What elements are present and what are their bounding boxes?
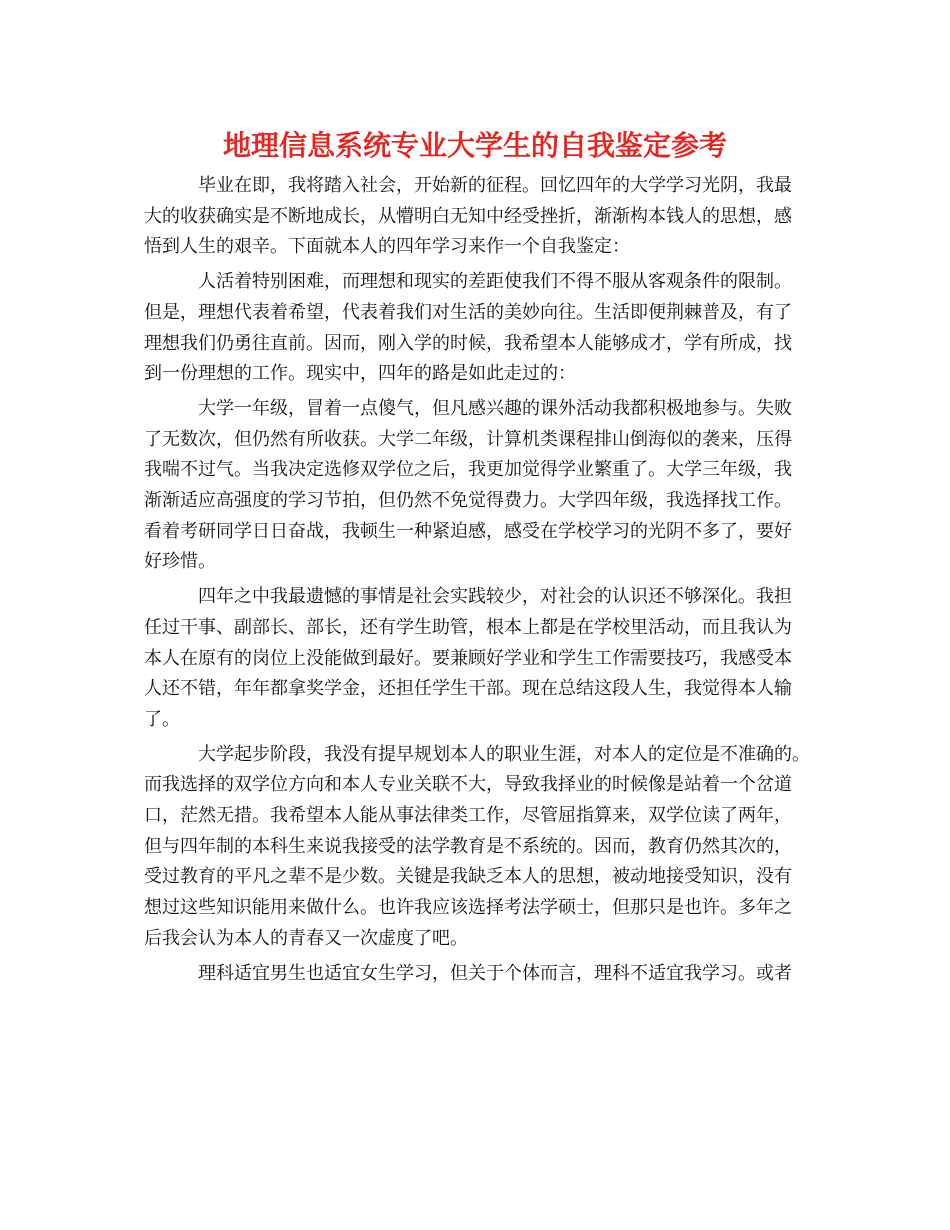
paragraph-line: 悟到人生的艰辛。下面就本人的四年学习来作一个自我鉴定： — [144, 236, 630, 258]
document-title: 地理信息系统专业大学生的自我鉴定参考 — [222, 129, 727, 162]
paragraph-line: 想过这些知识能用来做什么。也许我应该选择考法学硕士，但那只是也许。多年之 — [144, 897, 792, 919]
paragraph-line: 但与四年制的本科生来说我接受的法学教育是不系统的。因而，教育仍然其次的， — [144, 835, 792, 857]
paragraph-line: 后我会认为本人的青春又一次虚度了吧。 — [144, 927, 468, 949]
paragraph-line: 人还不错，年年都拿奖学金，还担任学生干部。现在总结这段人生，我觉得本人输 — [144, 678, 792, 700]
paragraph-line: 毕业在即，我将踏入社会，开始新的征程。回忆四年的大学学习光阴，我最 — [198, 175, 792, 196]
paragraph-line: 受过教育的平凡之辈不是少数。关键是我缺乏本人的思想，被动地接受知识，没有 — [144, 866, 792, 888]
paragraph-line: 理想我们仍勇往直前。因而，刚入学的时候，我希望本人能够成才，学有所成，找 — [144, 332, 792, 354]
paragraph-line: 本人在原有的岗位上没能做到最好。要兼顾好学业和学生工作需要技巧，我感受本 — [144, 647, 792, 669]
paragraph-line: 大学起步阶段，我没有提早规划本人的职业生涯，对本人的定位是不准确的。 — [198, 743, 810, 765]
paragraph-line: 口，茫然无措。我希望本人能从事法律类工作，尽管屈指算来，双学位读了两年， — [144, 805, 792, 826]
paragraph-line: 人活着特别困难，而理想和现实的差距使我们不得不服从客观条件的限制。 — [198, 271, 792, 293]
paragraph-line: 我喘不过气。当我决定选修双学位之后，我更加觉得学业繁重了。大学三年级，我 — [144, 459, 792, 481]
paragraph-line: 好珍惜。 — [144, 551, 216, 573]
paragraph-line: 大学一年级，冒着一点傻气，但凡感兴趣的课外活动我都积极地参与。失败 — [198, 397, 792, 419]
paragraph-line: 任过干事、副部长、部长，还有学生助管，根本上都是在学校里活动，而且我认为 — [144, 616, 792, 638]
paragraph-line: 理科适宜男生也适宜女生学习，但关于个体而言，理科不适宜我学习。或者 — [198, 962, 792, 984]
paragraph-line: 了无数次，但仍然有所收获。大学二年级，计算机类课程排山倒海似的袭来，压得 — [144, 428, 792, 450]
paragraph-line: 四年之中我最遗憾的事情是社会实践较少，对社会的认识还不够深化。我担 — [198, 586, 792, 608]
paragraph-line: 渐渐适应高强度的学习节拍，但仍然不免觉得费力。大学四年级，我选择找工作。 — [144, 490, 792, 511]
paragraph-line: 但是，理想代表着希望，代表着我们对生活的美妙向往。生活即便荆棘普及，有了 — [144, 301, 792, 323]
paragraph-line: 到一份理想的工作。现实中，四年的路是如此走过的： — [144, 363, 576, 385]
paragraph-line: 大的收获确实是不断地成长，从懵明白无知中经受挫折，渐渐构本钱人的思想，感 — [144, 205, 792, 227]
paragraph-line: 看着考研同学日日奋战，我顿生一种紧迫感，感受在学校学习的光阴不多了，要好 — [144, 520, 792, 542]
paragraph-line: 而我选择的双学位方向和本人专业关联不大，导致我择业的时候像是站着一个岔道 — [144, 774, 792, 796]
paragraph-line: 了。 — [144, 708, 180, 730]
